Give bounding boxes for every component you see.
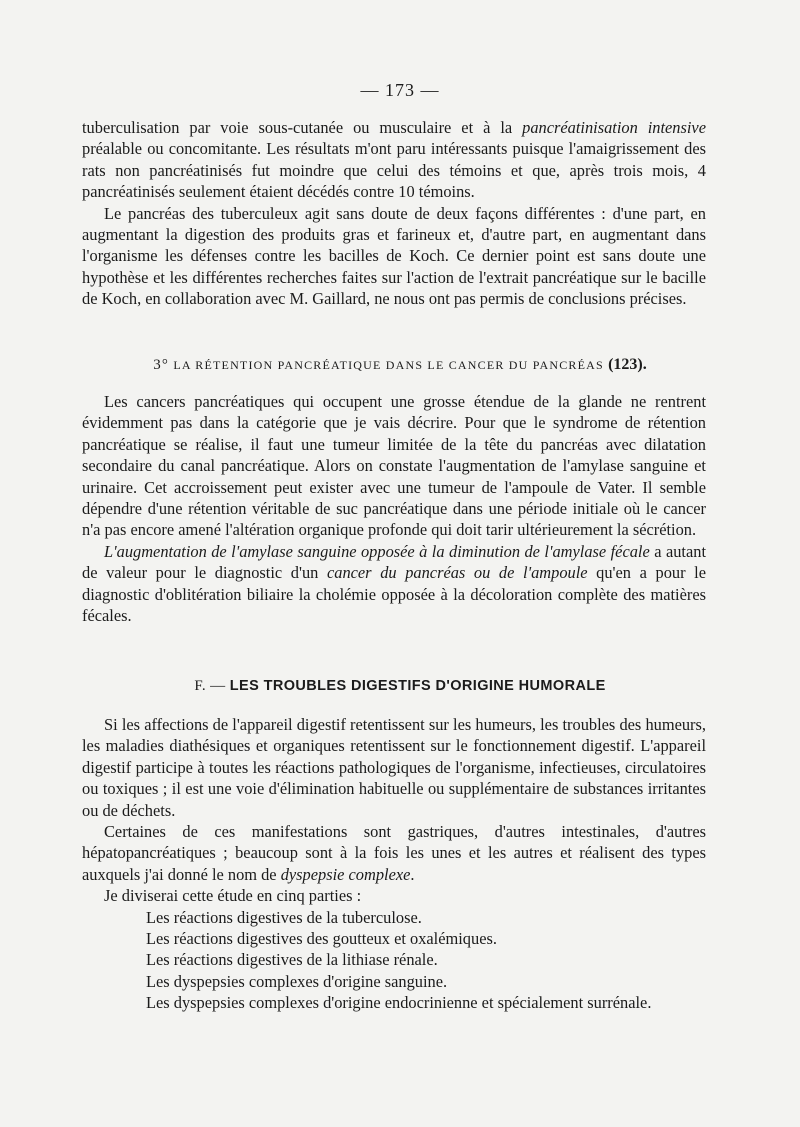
- text-run: qu'en a pour le diagnostic d'oblitération biliaire la cholémie opposée à la décoloration complète des matières fécales.: [82, 563, 707, 626]
- text-run: préalable ou concomitante. Les résultats m'ont paru intéressants puisque l'amaigrissement des rats non pancréatinisés fut moindre que celui des témoins et que, après trois mois, 4 pancréatinisés seulement étaient décédés contre 10 témoins.: [82, 139, 706, 202]
- text-block-top: [82, 117, 706, 310]
- paragraph-pancreas-tuberculeux: Le pancréas des tuberculeux agit sans doute de deux façons différentes : d'une part, en augmentant la digestion des produits gras et farineux et, d'autre part, en augmentant dans l'organisme les défenses contre les bacilles de Koch. Ce dernier point est sans doute une hypothèse et les différentes recherches faites sur l'action de l'extrait pancréatique sur le bacille de Koch, en collaboration avec M. Gaillard, ne nous ont pas permis de conclusions précises.: [82, 203, 706, 309]
- subheading-text: LA RÉTENTION PANCRÉATIQUE DANS LE CANCER DU PANCRÉAS: [169, 358, 609, 372]
- italic-text: dyspepsie complexe: [280, 864, 411, 884]
- text-run: Certaines de ces manifestations sont gastriques, d'autres intestinales, d'autres hépatopancréatiques ; beaucoup sont à la fois les unes et les autres et réalisent des types auxquels j'ai donné le nom de: [82, 822, 706, 884]
- section-prefix: F. —: [194, 678, 230, 694]
- italic-text: cancer du pancréas ou de l'ampoule: [326, 563, 588, 583]
- paragraph-cancers: Les cancers pancréatiques qui occupent une grosse étendue de la glande ne rentrent évidemment pas dans la catégorie que je vais décrire. Pour que le syndrome de rétention pancréatique se réalise, il faut une tumeur limitée de la tête du pancréas avec dilatation secondaire du canal pancréatique. Alors on constate l'augmentation de l'amylase sanguine et urinaire. Cet accroissement peut exister avec une tumeur de l'ampoule de Vater. Il semble dépendre d'une rétention véritable de suc pancréatique dans une période initiale où le cancer n'a pas encore amené l'altération organique profonde qui doit tarir ultérieurement la sécrétion.: [82, 392, 706, 540]
- list-item: Les réactions digestives de la tuberculose.: [146, 907, 422, 927]
- page-number: — 173 —: [360, 80, 440, 100]
- subheading-reference: (123).: [608, 356, 647, 373]
- text-run: tuberculisation par voie sous-cutanée ou musculaire et à la: [82, 118, 523, 137]
- italic-text: L'augmentation de l'amylase sanguine opposée à la diminution de l'amylase fécale: [104, 541, 650, 561]
- paragraph-affections: Si les affections de l'appareil digestif retentissent sur les humeurs, les troubles des humeurs, les maladies diathésiques et organiques retentissent sur le fonctionnement digestif. L'appareil digestif participe à toutes les réactions pathologiques de l'organisme, infectieuses, circulatoires ou toxiques ; il est une voie d'élimination habituelle ou supplémentaire de substances irritantes ou de déchets.: [82, 715, 706, 820]
- paragraph-diviserai: Je diviserai cette étude en cinq parties :: [104, 886, 362, 906]
- parts-list: [82, 907, 706, 1014]
- list-item: Les dyspepsies complexes d'origine sanguine.: [146, 971, 448, 991]
- subheading-number: 3°: [153, 357, 170, 373]
- paragraph-manifestations: [82, 821, 706, 885]
- text-run: a autant de valeur pour le diagnostic d'un: [82, 541, 706, 583]
- italic-text: pancréatinisation intensive: [522, 118, 706, 137]
- paragraph-tuberculisation: [82, 117, 706, 203]
- section-heading: [0, 678, 800, 695]
- text-block-middle: [82, 391, 706, 626]
- paragraph-amylase: [82, 541, 706, 627]
- subheading-retention: [0, 356, 800, 374]
- list-item: Les réactions digestives des goutteux et oxalémiques.: [146, 929, 497, 949]
- text-run: .: [410, 864, 415, 884]
- list-item: Les dyspepsies complexes d'origine endocrinienne et spécialement surrénale.: [146, 993, 652, 1013]
- section-title: LES TROUBLES DIGESTIFS D'ORIGINE HUMORALE: [229, 678, 606, 694]
- text-block-bottom: [82, 714, 706, 1014]
- list-item: Les réactions digestives de la lithiase rénale.: [146, 950, 438, 970]
